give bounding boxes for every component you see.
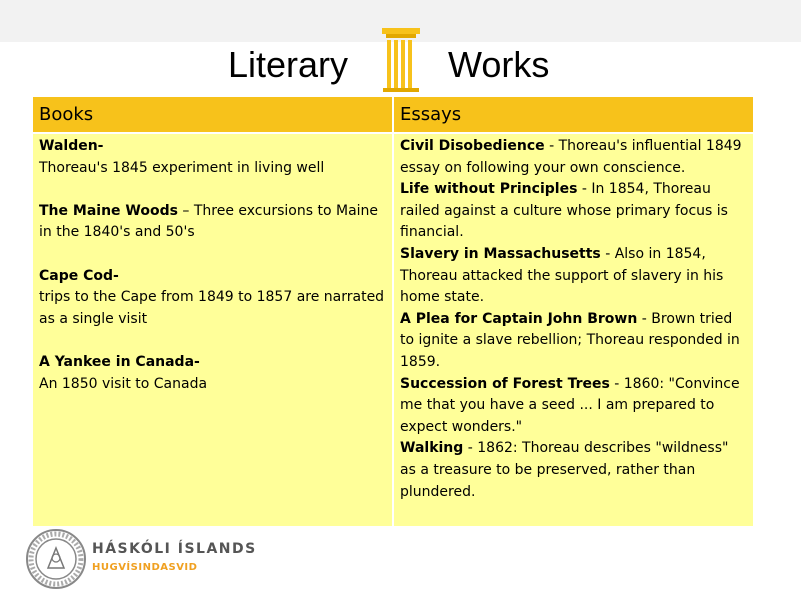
book-title: The Maine Woods [39,202,178,219]
essays-cell [394,134,753,526]
essay-title: Civil Disobedience [400,138,545,154]
book-description: trips to the Cape from 1849 to 1857 are narrated as a single visit [39,289,385,327]
essay-entry [400,309,747,374]
essay-entry [400,374,747,439]
essay-title: A Plea for Captain John Brown [400,310,638,327]
essay-title: Life without Principles [400,181,578,198]
book-title: Walden- [39,138,104,154]
essay-description: - Thoreau's influential 1849 essay on following your own conscience. [400,138,742,176]
pillars-icon [380,28,422,92]
essay-title: Walking [400,440,464,457]
university-seal-icon [24,528,88,590]
essay-entry [400,136,747,179]
essay-title: Succession of Forest Trees [400,375,610,392]
slide-title-right: Works [448,44,550,85]
book-description: An 1850 visit to Canada [39,375,208,392]
book-entry [39,352,386,395]
book-entry [39,201,386,244]
book-title: Cape Cod- [39,267,119,284]
essay-description: - Also in 1854, Thoreau attacked the support of slavery in his home state. [400,245,724,306]
essay-entry [400,438,747,503]
essays-header: Essays [394,97,753,132]
essay-description: - Brown tried to ignite a slave rebellion; Thoreau responded in 1859. [400,310,740,370]
book-description: – Three excursions to Maine in the 1840's and 50's [39,202,379,241]
book-description: Thoreau's 1845 experiment in living well [39,159,325,176]
book-entry [39,136,386,179]
books-header: Books [33,97,392,132]
university-name: HÁSKÓLI ÍSLANDS [92,541,257,557]
slide-title-left: Literary [228,44,349,85]
essay-title: Slavery in Massachusetts [400,245,601,262]
books-cell [33,134,392,526]
department-name: HUGVÍSINDASVID [92,562,198,573]
essay-description: - 1862: Thoreau describes "wildness" as a treasure to be preserved, rather than plundered. [400,440,729,500]
essay-description: - In 1854, Thoreau railed against a culture whose primary focus is financial. [400,181,728,241]
essay-entry [400,244,747,309]
essay-entry [400,179,747,244]
book-title: A Yankee in Canada- [39,353,200,370]
essay-description: - 1860: "Convince me that you have a seed ... I am prepared to expect wonders." [400,375,740,435]
book-entry [39,266,386,331]
